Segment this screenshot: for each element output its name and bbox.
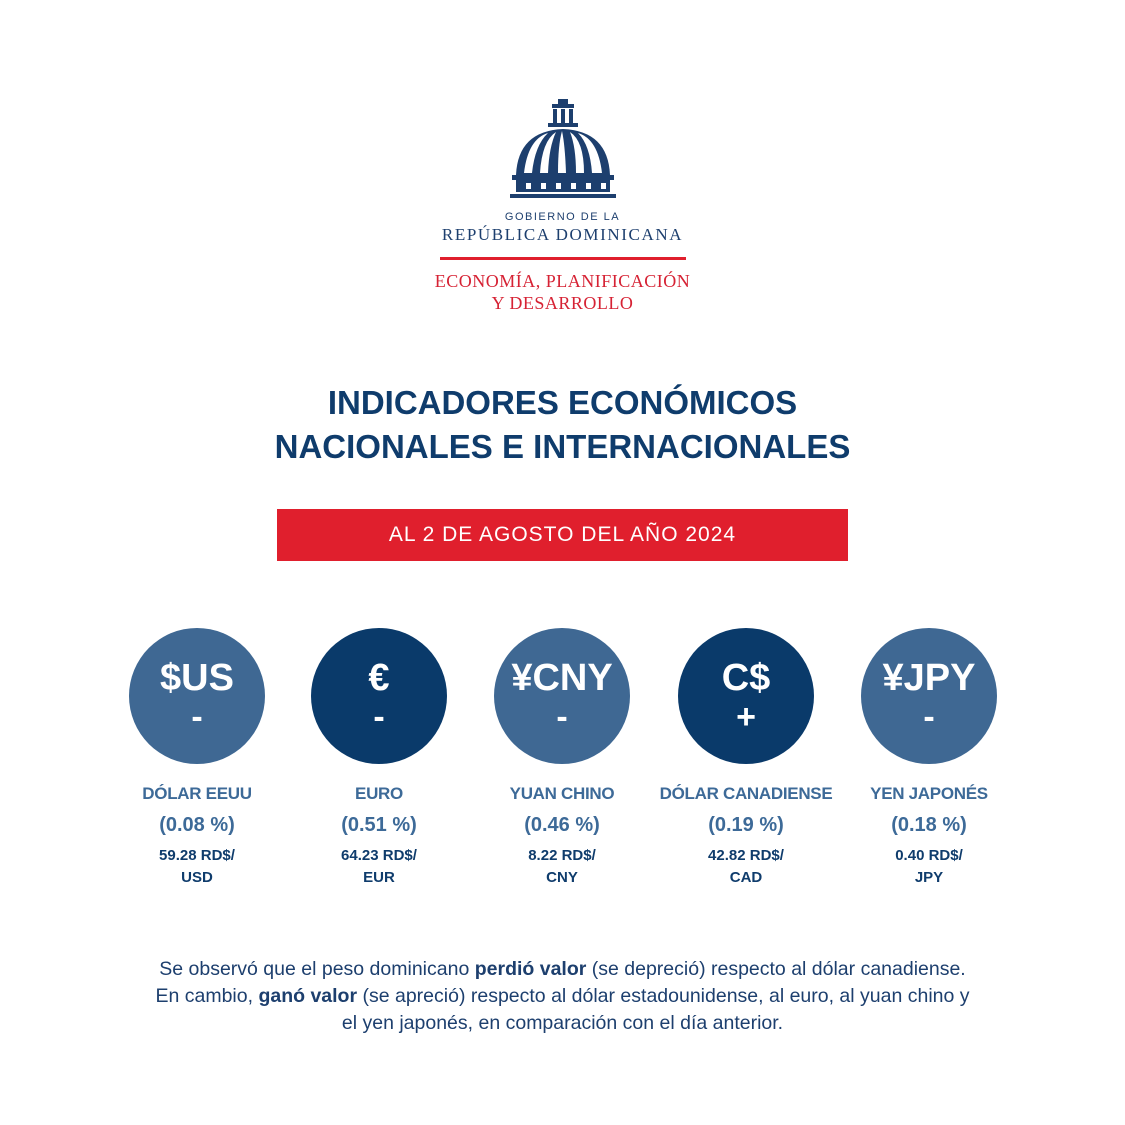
dome-icon xyxy=(508,95,618,205)
currency-change: (0.46 %) xyxy=(524,814,600,836)
title-line-2: NACIONALES E INTERNACIONALES xyxy=(274,428,851,465)
trend-sign: - xyxy=(923,698,935,736)
logo-divider xyxy=(440,257,686,260)
ministry-name xyxy=(0,270,1125,314)
currency-symbol: ¥JPY xyxy=(882,657,976,699)
note-text-2: (se depreció) respecto al dólar canadiense. En cambio, xyxy=(155,958,966,1007)
currency-circle xyxy=(494,628,630,764)
ministry-line-1: ECONOMÍA, PLANIFICACIÓN xyxy=(434,271,691,291)
currency-usd xyxy=(102,628,292,889)
currency-name: DÓLAR EEUU xyxy=(142,784,252,803)
rate-line-2: EUR xyxy=(363,869,395,886)
ministry-line-2: Y DESARROLLO xyxy=(491,293,634,313)
summary-note xyxy=(150,956,975,1037)
currency-cny xyxy=(467,628,657,889)
currency-rate xyxy=(284,845,474,889)
currency-symbol: € xyxy=(368,657,390,699)
note-text-1: Se observó que el peso dominicano xyxy=(159,958,475,980)
note-bold-2: ganó valor xyxy=(258,985,358,1007)
rate-line-1: 64.23 RD$/ xyxy=(341,847,417,864)
trend-sign: - xyxy=(191,698,203,736)
government-logo xyxy=(0,95,1125,314)
currency-rate xyxy=(102,845,292,889)
rate-line-1: 59.28 RD$/ xyxy=(159,847,235,864)
rate-line-1: 42.82 RD$/ xyxy=(708,847,784,864)
note-bold-1: perdió valor xyxy=(474,958,587,980)
currency-symbol: $US xyxy=(160,657,234,699)
rate-line-2: JPY xyxy=(914,869,944,886)
rate-line-1: 8.22 RD$/ xyxy=(528,847,596,864)
currency-circle xyxy=(861,628,997,764)
currency-cad xyxy=(651,628,841,889)
currency-rate xyxy=(467,845,657,889)
trend-sign: + xyxy=(736,698,756,736)
currency-rate xyxy=(651,845,841,889)
date-banner xyxy=(277,509,848,561)
title-line-1: INDICADORES ECONÓMICOS xyxy=(327,384,798,421)
currency-circle xyxy=(129,628,265,764)
currency-circle xyxy=(311,628,447,764)
trend-sign: - xyxy=(556,698,568,736)
currency-name: EURO xyxy=(355,784,403,803)
rate-line-1: 0.40 RD$/ xyxy=(895,847,963,864)
rate-line-2: CAD xyxy=(729,869,763,886)
currency-change: (0.19 %) xyxy=(708,814,784,836)
page-title xyxy=(0,381,1125,469)
currency-symbol: ¥CNY xyxy=(511,657,613,699)
note-text-3: (se apreció) respecto al dólar estadounidense, al euro, al yuan chino y el yen japonés, en comparación con el día anterior. xyxy=(341,985,970,1034)
currency-symbol: C$ xyxy=(721,657,771,699)
logo-line-2: REPÚBLICA DOMINICANA xyxy=(441,225,684,244)
currency-rate xyxy=(834,845,1024,889)
rate-line-2: CNY xyxy=(546,869,578,886)
currency-eur xyxy=(284,628,474,889)
currency-name: YEN JAPONÉS xyxy=(870,784,988,803)
currency-change: (0.51 %) xyxy=(341,814,417,836)
logo-line-1: GOBIERNO DE LA xyxy=(504,211,621,223)
currency-name: YUAN CHINO xyxy=(509,784,615,803)
currency-change: (0.08 %) xyxy=(159,814,235,836)
rate-line-2: USD xyxy=(181,869,213,886)
trend-sign: - xyxy=(373,698,385,736)
currency-name: DÓLAR CANADIENSE xyxy=(659,784,833,803)
currency-jpy xyxy=(834,628,1024,889)
date-label: AL 2 DE AGOSTO DEL AÑO 2024 xyxy=(388,523,737,546)
currency-change: (0.18 %) xyxy=(891,814,967,836)
currency-circle xyxy=(678,628,814,764)
